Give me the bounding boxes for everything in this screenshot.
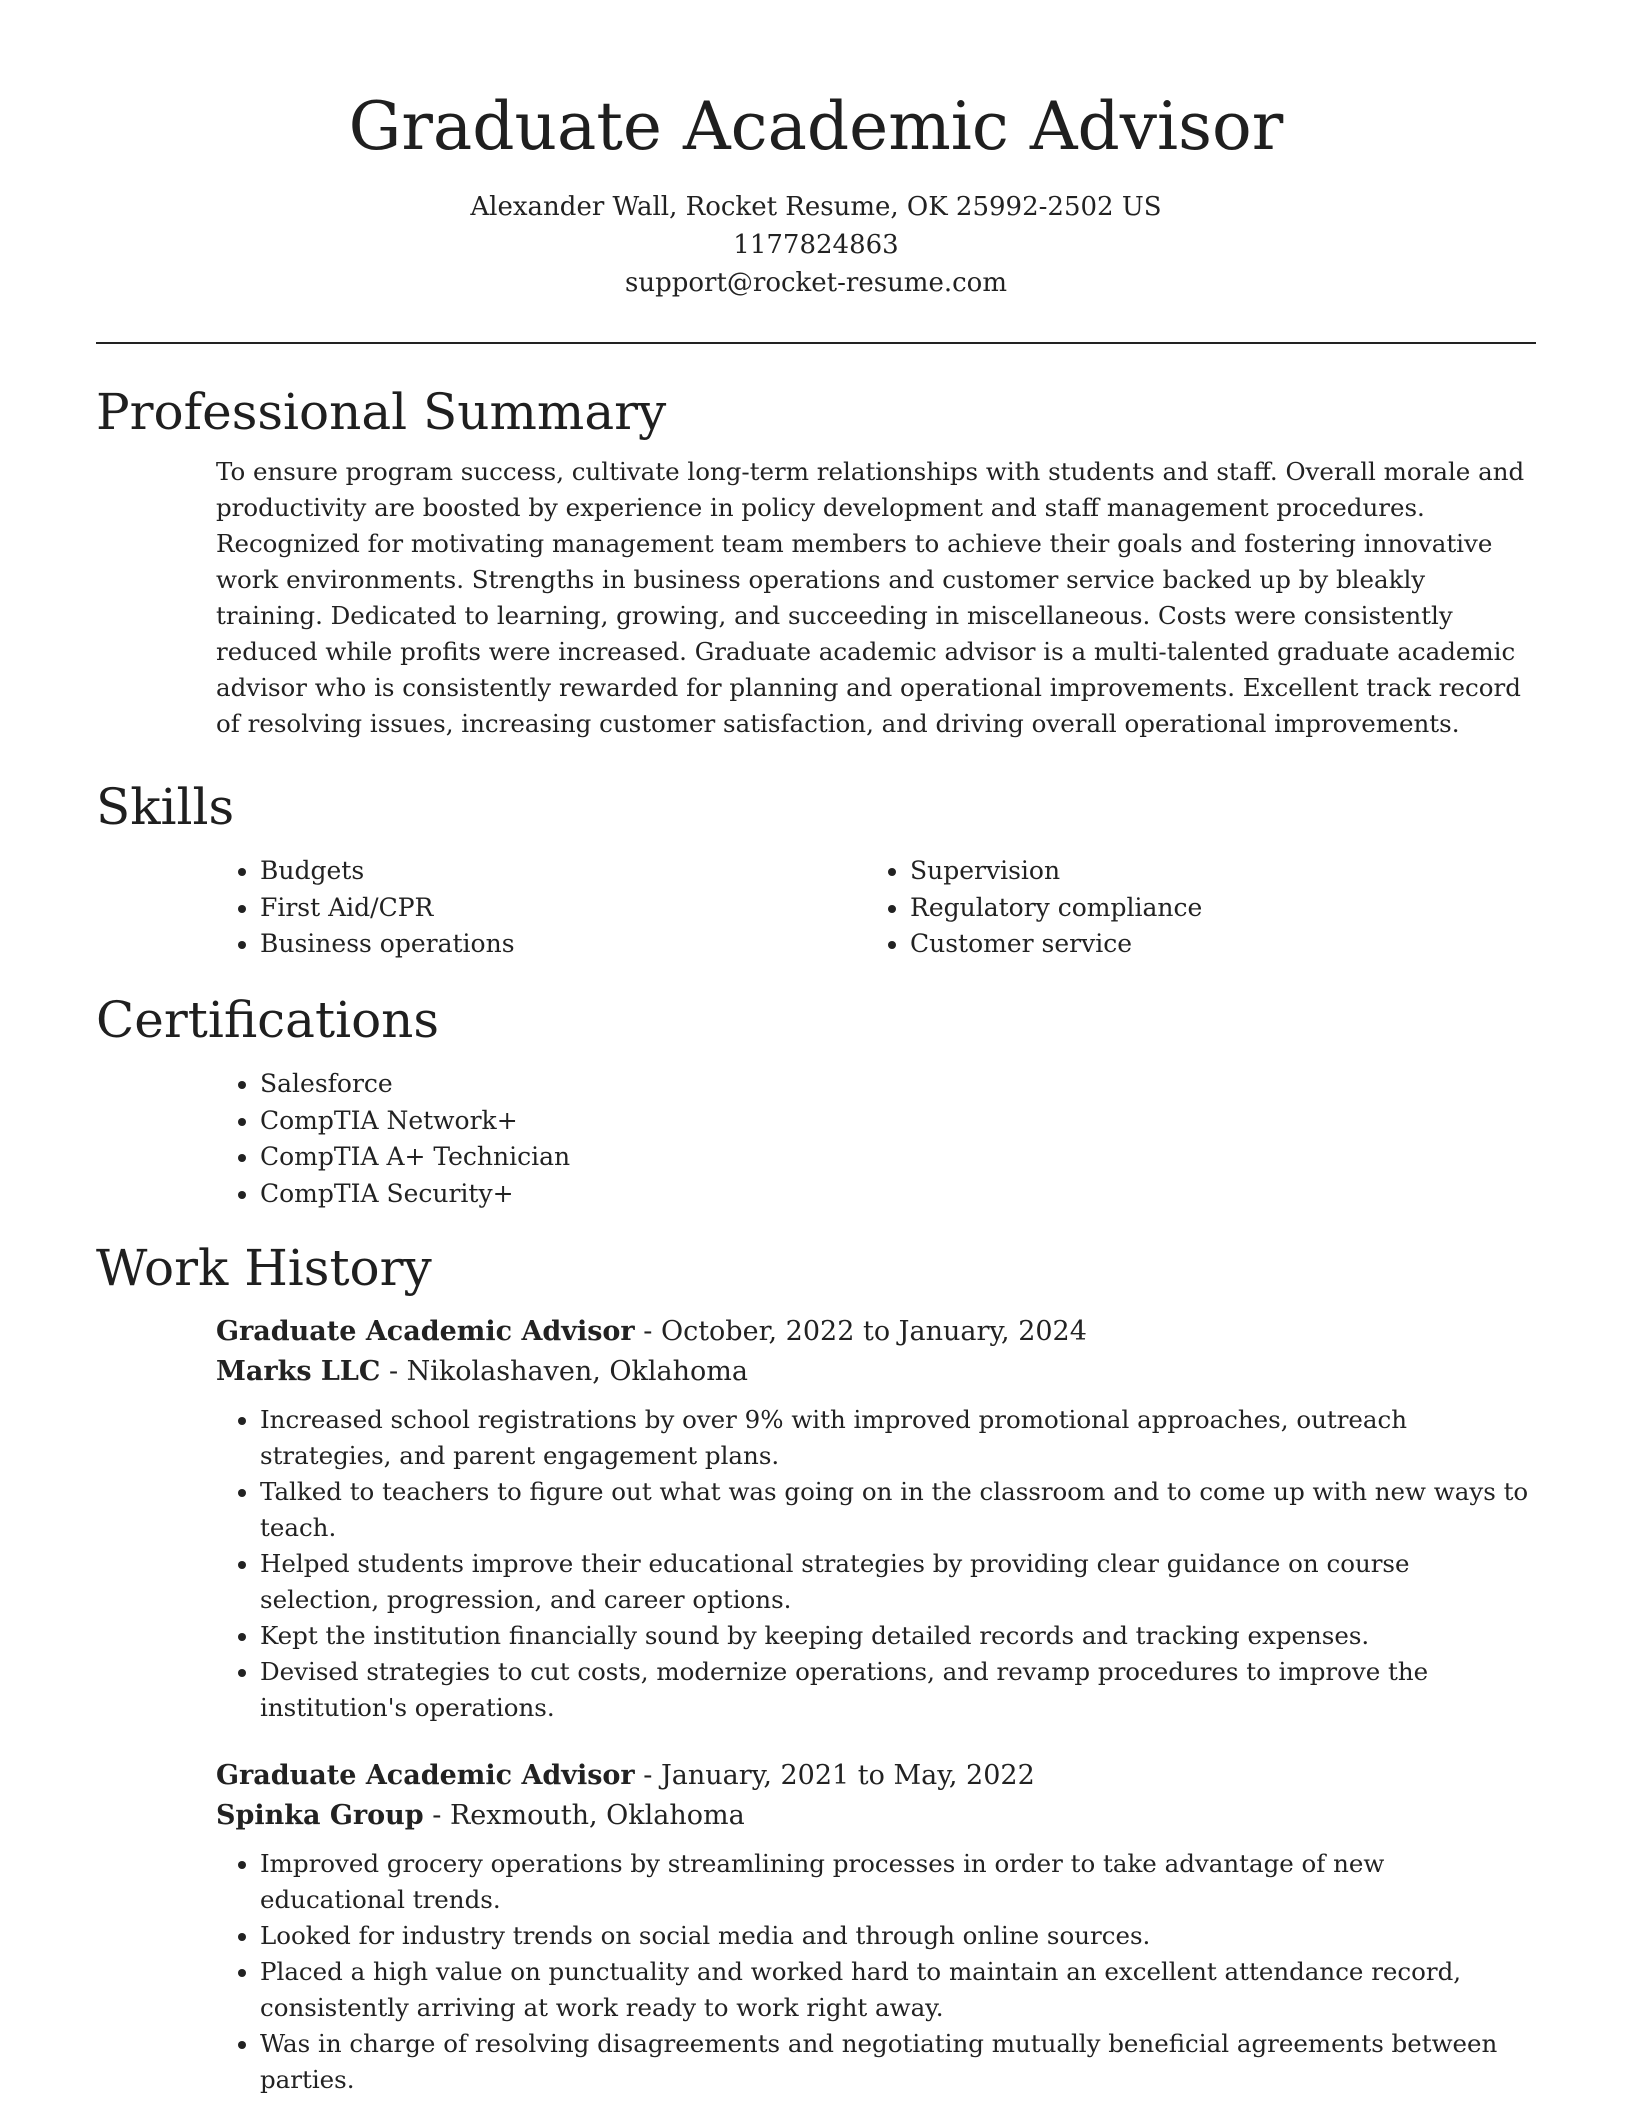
skills-columns bbox=[216, 853, 1536, 963]
job-dates: - October, 2022 to January, 2024 bbox=[634, 1316, 1087, 1347]
job-company: Marks LLC bbox=[216, 1356, 381, 1387]
skills-column-right bbox=[866, 853, 1516, 963]
job-location: - Nikolashaven, Oklahoma bbox=[380, 1356, 748, 1387]
certifications-section bbox=[96, 988, 1536, 1212]
job-bullet: • Increased school registrations by over 9% with improved promotional approaches, outreach strategies, and parent engagement plans. bbox=[260, 1402, 1536, 1474]
job-bullet: • Placed a high value on punctuality and worked hard to maintain an excellent attendance record, consistently arriving at work ready to work right away. bbox=[260, 1954, 1536, 2026]
job-location: - Rexmouth, Oklahoma bbox=[423, 1800, 745, 1831]
job-bullet: • Improved grocery operations by streamlining processes in order to take advantage of new educational trends. bbox=[260, 1846, 1536, 1918]
contact-email: support@rocket-resume.com bbox=[624, 268, 1007, 298]
job-company-line bbox=[216, 1796, 1536, 1836]
job-bullet: • Helped students improve their educational strategies by providing clear guidance on course selection, progression, and career options. bbox=[260, 1546, 1536, 1618]
skills-column-left bbox=[216, 853, 866, 963]
job-dates: - January, 2021 to May, 2022 bbox=[634, 1760, 1035, 1791]
skill-item: • Supervision bbox=[910, 853, 1516, 890]
certifications-list-wrap bbox=[216, 1066, 1536, 1212]
certification-item: • CompTIA A+ Technician bbox=[260, 1139, 1536, 1176]
job-title: Graduate Academic Advisor bbox=[216, 1760, 635, 1791]
work-history-section bbox=[96, 1236, 1536, 2098]
summary-text: To ensure program success, cultivate long-term relationships with students and staff. Overall morale and productivity are boosted by experience in policy development and staff management procedures. Recognized for motivating management team members to achieve their goals and fostering innovative work environments. Strengths in business operations and customer service backed up by bleakly training. Dedicated to learning, growing, and succeeding in miscellaneous. Costs were consistently reduced while profits were increased. Graduate academic advisor is a multi-talented graduate academic advisor who is consistently rewarded for planning and operational improvements. Excellent track record of resolving issues, increasing customer satisfaction, and driving overall operational improvements. bbox=[216, 457, 1525, 738]
summary-section bbox=[96, 380, 1536, 742]
job-bullet: • Talked to teachers to figure out what was going on in the classroom and to come up with new ways to teach. bbox=[260, 1474, 1536, 1546]
resume-name: Graduate Academic Advisor bbox=[348, 88, 1284, 165]
skill-item: • First Aid/CPR bbox=[260, 890, 866, 927]
skill-item: • Business operations bbox=[260, 926, 866, 963]
certifications-heading: Certifications bbox=[96, 991, 440, 1049]
resume-header bbox=[0, 0, 1632, 302]
job-title-line bbox=[216, 1312, 1536, 1352]
header-divider bbox=[96, 342, 1536, 344]
certification-item: • Salesforce bbox=[260, 1066, 1536, 1103]
job-bullets bbox=[216, 1402, 1536, 1726]
contact-phone: 1177824863 bbox=[733, 230, 899, 260]
job-bullet: • Looked for industry trends on social media and through online sources. bbox=[260, 1918, 1536, 1954]
contact-block bbox=[0, 188, 1632, 302]
skills-section bbox=[96, 775, 1536, 963]
job-entry bbox=[216, 1756, 1536, 2098]
skill-item: • Customer service bbox=[910, 926, 1516, 963]
skill-item: • Regulatory compliance bbox=[910, 890, 1516, 927]
skills-heading: Skills bbox=[96, 778, 235, 836]
job-bullet: • Devised strategies to cut costs, modernize operations, and revamp procedures to improve the institution's operations. bbox=[260, 1654, 1536, 1726]
job-title: Graduate Academic Advisor bbox=[216, 1316, 635, 1347]
job-company: Spinka Group bbox=[216, 1800, 424, 1831]
work-history-heading: Work History bbox=[96, 1239, 432, 1297]
job-bullet: • Was in charge of resolving disagreements and negotiating mutually beneficial agreements between parties. bbox=[260, 2026, 1536, 2098]
job-title-line bbox=[216, 1756, 1536, 1796]
certification-item: • CompTIA Network+ bbox=[260, 1103, 1536, 1140]
job-entry bbox=[216, 1312, 1536, 1726]
job-bullets bbox=[216, 1846, 1536, 2098]
skill-item: • Budgets bbox=[260, 853, 866, 890]
job-company-line bbox=[216, 1352, 1536, 1392]
certification-item: • CompTIA Security+ bbox=[260, 1176, 1536, 1213]
job-bullet: • Kept the institution financially sound by keeping detailed records and tracking expenses. bbox=[260, 1618, 1536, 1654]
summary-heading: Professional Summary bbox=[96, 383, 667, 441]
contact-address: Alexander Wall, Rocket Resume, OK 25992-2502 US bbox=[470, 192, 1162, 222]
